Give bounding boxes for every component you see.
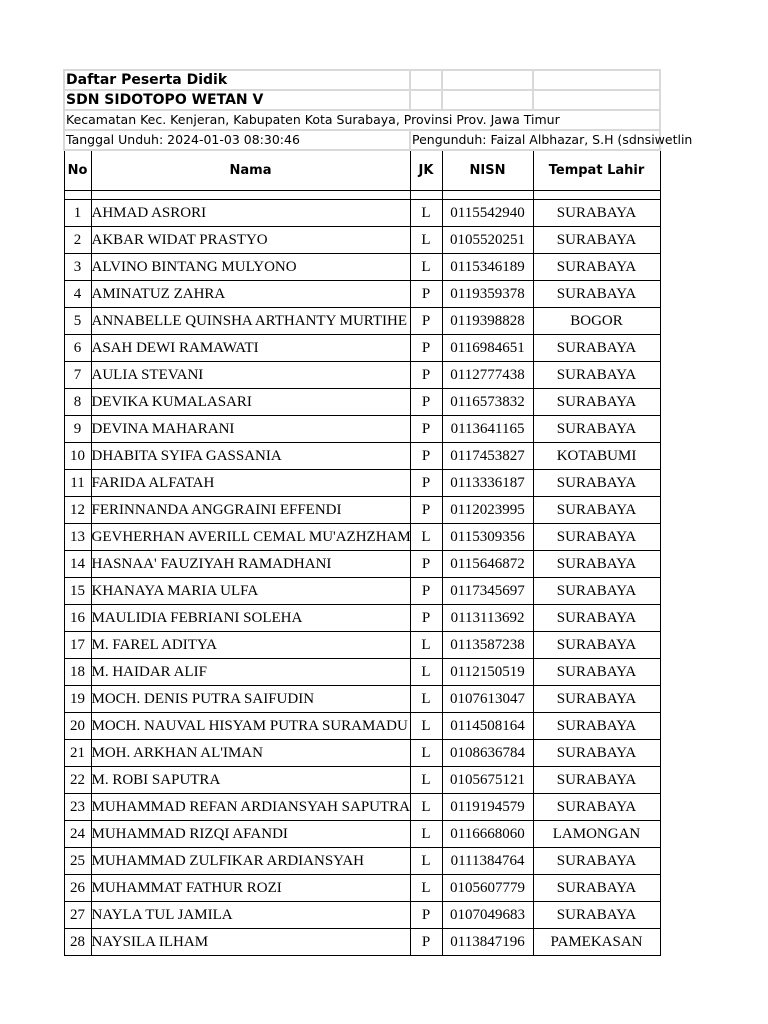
table-row [64, 578, 660, 605]
cell-nama[interactable]: ASAH DEWI RAMAWATI [91, 335, 410, 362]
cell-nama[interactable]: MUHAMMAD REFAN ARDIANSYAH SAPUTRA [91, 794, 410, 821]
cell-no[interactable]: 13 [64, 524, 91, 551]
cell-nama[interactable]: DEVIKA KUMALASARI [91, 389, 410, 416]
cell-nama[interactable]: NAYLA TUL JAMILA [91, 902, 410, 929]
download-date-text: Tanggal Unduh: 2024-01-03 08:30:46 [66, 132, 300, 147]
table-row [64, 713, 660, 740]
cell-tempat-lahir[interactable]: SURABAYA [533, 605, 660, 632]
cell-jk[interactable]: L [410, 848, 442, 875]
table-row [64, 281, 660, 308]
cell-tempat-lahir[interactable]: SURABAYA [533, 875, 660, 902]
cell-no[interactable]: 12 [64, 497, 91, 524]
cell-jk[interactable]: P [410, 443, 442, 470]
location-text: Kecamatan Kec. Kenjeran, Kabupaten Kota Surabaya, Provinsi Prov. Jawa Timur [66, 112, 560, 127]
cell-no[interactable]: 15 [64, 578, 91, 605]
col-header-no[interactable]: No [64, 150, 91, 191]
cell-no[interactable]: 8 [64, 389, 91, 416]
cell-tempat-lahir[interactable]: SURABAYA [533, 281, 660, 308]
table-row [64, 929, 660, 956]
cell-nama[interactable]: GEVHERHAN AVERILL CEMAL MU'AZHZHAM [91, 524, 410, 551]
cell-nisn[interactable]: 0115646872 [442, 551, 533, 578]
title-row [64, 70, 660, 90]
cell-tempat-lahir[interactable]: SURABAYA [533, 794, 660, 821]
spacer-cell [442, 191, 533, 200]
cell-nama[interactable]: MUHAMMAD ZULFIKAR ARDIANSYAH [91, 848, 410, 875]
cell-nisn[interactable]: 0113113692 [442, 605, 533, 632]
table-row [64, 848, 660, 875]
cell-jk[interactable]: L [410, 794, 442, 821]
cell-nisn[interactable]: 0114508164 [442, 713, 533, 740]
cell-jk[interactable]: L [410, 254, 442, 281]
cell-tempat-lahir[interactable]: SURABAYA [533, 497, 660, 524]
empty-cell[interactable] [442, 70, 533, 90]
cell-jk[interactable]: P [410, 362, 442, 389]
student-list-sheet [63, 69, 693, 956]
cell-nama[interactable]: FARIDA ALFATAH [91, 470, 410, 497]
cell-nisn[interactable]: 0116668060 [442, 821, 533, 848]
cell-jk[interactable]: L [410, 200, 442, 227]
cell-no[interactable]: 2 [64, 227, 91, 254]
cell-nama[interactable]: AULIA STEVANI [91, 362, 410, 389]
cell-tempat-lahir[interactable]: SURABAYA [533, 362, 660, 389]
cell-tempat-lahir[interactable]: SURABAYA [533, 335, 660, 362]
table-row [64, 200, 660, 227]
cell-tempat-lahir[interactable]: SURABAYA [533, 686, 660, 713]
cell-nama[interactable]: NAYSILA ILHAM [91, 929, 410, 956]
cell-jk[interactable]: L [410, 713, 442, 740]
cell-nama[interactable]: DHABITA SYIFA GASSANIA [91, 443, 410, 470]
location-row [64, 110, 660, 130]
cell-no[interactable]: 23 [64, 794, 91, 821]
cell-jk[interactable]: P [410, 335, 442, 362]
location-cell[interactable] [64, 110, 660, 130]
spacer-cell [410, 191, 442, 200]
cell-jk[interactable]: P [410, 578, 442, 605]
cell-nisn[interactable]: 0115542940 [442, 200, 533, 227]
cell-nisn[interactable]: 0117345697 [442, 578, 533, 605]
table-row [64, 875, 660, 902]
cell-no[interactable]: 16 [64, 605, 91, 632]
downloader-text: Pengunduh: Faizal Albhazar, S.H (sdnsiwetlin [412, 132, 693, 147]
cell-nisn[interactable]: 0115309356 [442, 524, 533, 551]
cell-nama[interactable]: MOCH. NAUVAL HISYAM PUTRA SURAMADU [91, 713, 410, 740]
cell-nama[interactable]: MAULIDIA FEBRIANI SOLEHA [91, 605, 410, 632]
cell-no[interactable]: 4 [64, 281, 91, 308]
cell-nisn[interactable]: 0119194579 [442, 794, 533, 821]
sheet-title: Daftar Peserta Didik [66, 72, 228, 88]
cell-tempat-lahir[interactable]: SURABAYA [533, 659, 660, 686]
cell-nama[interactable]: ALVINO BINTANG MULYONO [91, 254, 410, 281]
cell-nama[interactable]: AKBAR WIDAT PRASTYO [91, 227, 410, 254]
cell-no[interactable]: 19 [64, 686, 91, 713]
cell-tempat-lahir[interactable]: SURABAYA [533, 524, 660, 551]
cell-tempat-lahir[interactable]: BOGOR [533, 308, 660, 335]
cell-nisn[interactable]: 0115346189 [442, 254, 533, 281]
cell-nisn[interactable]: 0119398828 [442, 308, 533, 335]
cell-no[interactable]: 14 [64, 551, 91, 578]
cell-nama[interactable]: FERINNANDA ANGGRAINI EFFENDI [91, 497, 410, 524]
table-row [64, 632, 660, 659]
cell-nisn[interactable]: 0113336187 [442, 470, 533, 497]
cell-nama[interactable]: AMINATUZ ZAHRA [91, 281, 410, 308]
table-row [64, 605, 660, 632]
cell-no[interactable]: 5 [64, 308, 91, 335]
cell-no[interactable]: 17 [64, 632, 91, 659]
cell-tempat-lahir[interactable]: SURABAYA [533, 767, 660, 794]
spacer-cell [533, 191, 660, 200]
table-row [64, 308, 660, 335]
cell-tempat-lahir[interactable]: SURABAYA [533, 200, 660, 227]
empty-cell[interactable] [410, 70, 442, 90]
table-row [64, 794, 660, 821]
cell-nisn[interactable]: 0113641165 [442, 416, 533, 443]
cell-nama[interactable]: ANNABELLE QUINSHA ARTHANTY MURTIHE [91, 308, 410, 335]
cell-nisn[interactable]: 0117453827 [442, 443, 533, 470]
cell-tempat-lahir[interactable]: SURABAYA [533, 902, 660, 929]
table-row [64, 551, 660, 578]
cell-no[interactable]: 21 [64, 740, 91, 767]
cell-jk[interactable]: P [410, 551, 442, 578]
cell-nisn[interactable]: 0105675121 [442, 767, 533, 794]
cell-no[interactable]: 20 [64, 713, 91, 740]
download-date-cell[interactable] [64, 130, 410, 150]
table-row [64, 470, 660, 497]
cell-no[interactable]: 11 [64, 470, 91, 497]
school-name-cell[interactable] [64, 90, 410, 110]
cell-jk[interactable]: L [410, 227, 442, 254]
cell-no[interactable]: 1 [64, 200, 91, 227]
cell-nisn[interactable]: 0112023995 [442, 497, 533, 524]
cell-jk[interactable]: L [410, 632, 442, 659]
empty-cell[interactable] [533, 90, 660, 110]
cell-nisn[interactable]: 0116573832 [442, 389, 533, 416]
cell-nama[interactable]: M. HAIDAR ALIF [91, 659, 410, 686]
cell-nisn[interactable]: 0113847196 [442, 929, 533, 956]
cell-no[interactable]: 6 [64, 335, 91, 362]
cell-nama[interactable]: MUHAMMAD RIZQI AFANDI [91, 821, 410, 848]
cell-nisn[interactable]: 0112150519 [442, 659, 533, 686]
cell-no[interactable]: 24 [64, 821, 91, 848]
empty-cell[interactable] [410, 90, 442, 110]
cell-jk[interactable]: L [410, 821, 442, 848]
school-name: SDN SIDOTOPO WETAN V [66, 92, 264, 108]
cell-nama[interactable]: MUHAMMAT FATHUR ROZI [91, 875, 410, 902]
cell-jk[interactable]: P [410, 389, 442, 416]
cell-nisn[interactable]: 0107049683 [442, 902, 533, 929]
table-row [64, 821, 660, 848]
cell-tempat-lahir[interactable]: SURABAYA [533, 389, 660, 416]
spacer-cell [91, 191, 410, 200]
table-row [64, 524, 660, 551]
cell-jk[interactable]: L [410, 875, 442, 902]
table-row [64, 767, 660, 794]
cell-no[interactable]: 22 [64, 767, 91, 794]
empty-cell[interactable] [442, 90, 533, 110]
cell-nama[interactable]: MOCH. DENIS PUTRA SAIFUDIN [91, 686, 410, 713]
cell-jk[interactable]: P [410, 281, 442, 308]
cell-jk[interactable]: L [410, 524, 442, 551]
cell-jk[interactable]: P [410, 497, 442, 524]
cell-no[interactable]: 7 [64, 362, 91, 389]
cell-tempat-lahir[interactable]: SURABAYA [533, 416, 660, 443]
cell-no[interactable]: 27 [64, 902, 91, 929]
cell-jk[interactable]: P [410, 605, 442, 632]
cell-nisn[interactable]: 0108636784 [442, 740, 533, 767]
cell-jk[interactable]: L [410, 740, 442, 767]
column-header-row [64, 150, 660, 191]
cell-nisn[interactable]: 0112777438 [442, 362, 533, 389]
cell-jk[interactable]: P [410, 902, 442, 929]
cell-tempat-lahir[interactable]: SURABAYA [533, 470, 660, 497]
cell-no[interactable]: 28 [64, 929, 91, 956]
cell-no[interactable]: 9 [64, 416, 91, 443]
table-row [64, 389, 660, 416]
sheet-title-cell[interactable] [64, 70, 410, 90]
cell-no[interactable]: 25 [64, 848, 91, 875]
cell-no[interactable]: 10 [64, 443, 91, 470]
table-row [64, 227, 660, 254]
table-row [64, 443, 660, 470]
col-header-tempat-lahir[interactable]: Tempat Lahir [533, 150, 660, 191]
cell-nisn[interactable]: 0116984651 [442, 335, 533, 362]
school-row [64, 90, 660, 110]
col-header-jk[interactable]: JK [410, 150, 442, 191]
table-row [64, 659, 660, 686]
cell-nama[interactable]: M. ROBI SAPUTRA [91, 767, 410, 794]
table-row [64, 686, 660, 713]
cell-jk[interactable]: L [410, 767, 442, 794]
table-row [64, 902, 660, 929]
cell-nama[interactable]: HASNAA' FAUZIYAH RAMADHANI [91, 551, 410, 578]
cell-nama[interactable]: MOH. ARKHAN AL'IMAN [91, 740, 410, 767]
download-info-row [64, 130, 660, 150]
cell-tempat-lahir[interactable]: KOTABUMI [533, 443, 660, 470]
cell-jk[interactable]: P [410, 308, 442, 335]
cell-jk[interactable]: P [410, 416, 442, 443]
cell-nisn[interactable]: 0107613047 [442, 686, 533, 713]
cell-nisn[interactable]: 0111384764 [442, 848, 533, 875]
cell-tempat-lahir[interactable]: SURABAYA [533, 551, 660, 578]
spacer-row [64, 191, 660, 200]
col-header-nisn[interactable]: NISN [442, 150, 533, 191]
col-header-nama[interactable]: Nama [91, 150, 410, 191]
table-row [64, 362, 660, 389]
cell-tempat-lahir[interactable]: SURABAYA [533, 578, 660, 605]
empty-cell[interactable] [533, 70, 660, 90]
table-row [64, 740, 660, 767]
cell-tempat-lahir[interactable]: LAMONGAN [533, 821, 660, 848]
cell-tempat-lahir[interactable]: SURABAYA [533, 713, 660, 740]
table-row [64, 497, 660, 524]
table-row [64, 335, 660, 362]
cell-nama[interactable]: KHANAYA MARIA ULFA [91, 578, 410, 605]
cell-tempat-lahir[interactable]: SURABAYA [533, 848, 660, 875]
cell-nama[interactable]: DEVINA MAHARANI [91, 416, 410, 443]
cell-nisn[interactable]: 0113587238 [442, 632, 533, 659]
cell-jk[interactable]: P [410, 470, 442, 497]
cell-nisn[interactable]: 0119359378 [442, 281, 533, 308]
table-row [64, 416, 660, 443]
cell-tempat-lahir[interactable]: SURABAYA [533, 254, 660, 281]
cell-nisn[interactable]: 0105607779 [442, 875, 533, 902]
cell-nama[interactable]: AHMAD ASRORI [91, 200, 410, 227]
cell-jk[interactable]: P [410, 929, 442, 956]
cell-tempat-lahir[interactable]: PAMEKASAN [533, 929, 660, 956]
cell-no[interactable]: 18 [64, 659, 91, 686]
cell-nama[interactable]: M. FAREL ADITYA [91, 632, 410, 659]
cell-nisn[interactable]: 0105520251 [442, 227, 533, 254]
cell-tempat-lahir[interactable]: SURABAYA [533, 740, 660, 767]
cell-no[interactable]: 3 [64, 254, 91, 281]
cell-no[interactable]: 26 [64, 875, 91, 902]
cell-jk[interactable]: L [410, 659, 442, 686]
cell-tempat-lahir[interactable]: SURABAYA [533, 227, 660, 254]
cell-jk[interactable]: L [410, 686, 442, 713]
table-row [64, 254, 660, 281]
cell-tempat-lahir[interactable]: SURABAYA [533, 632, 660, 659]
spacer-cell [64, 191, 91, 200]
downloader-cell[interactable] [410, 130, 693, 150]
